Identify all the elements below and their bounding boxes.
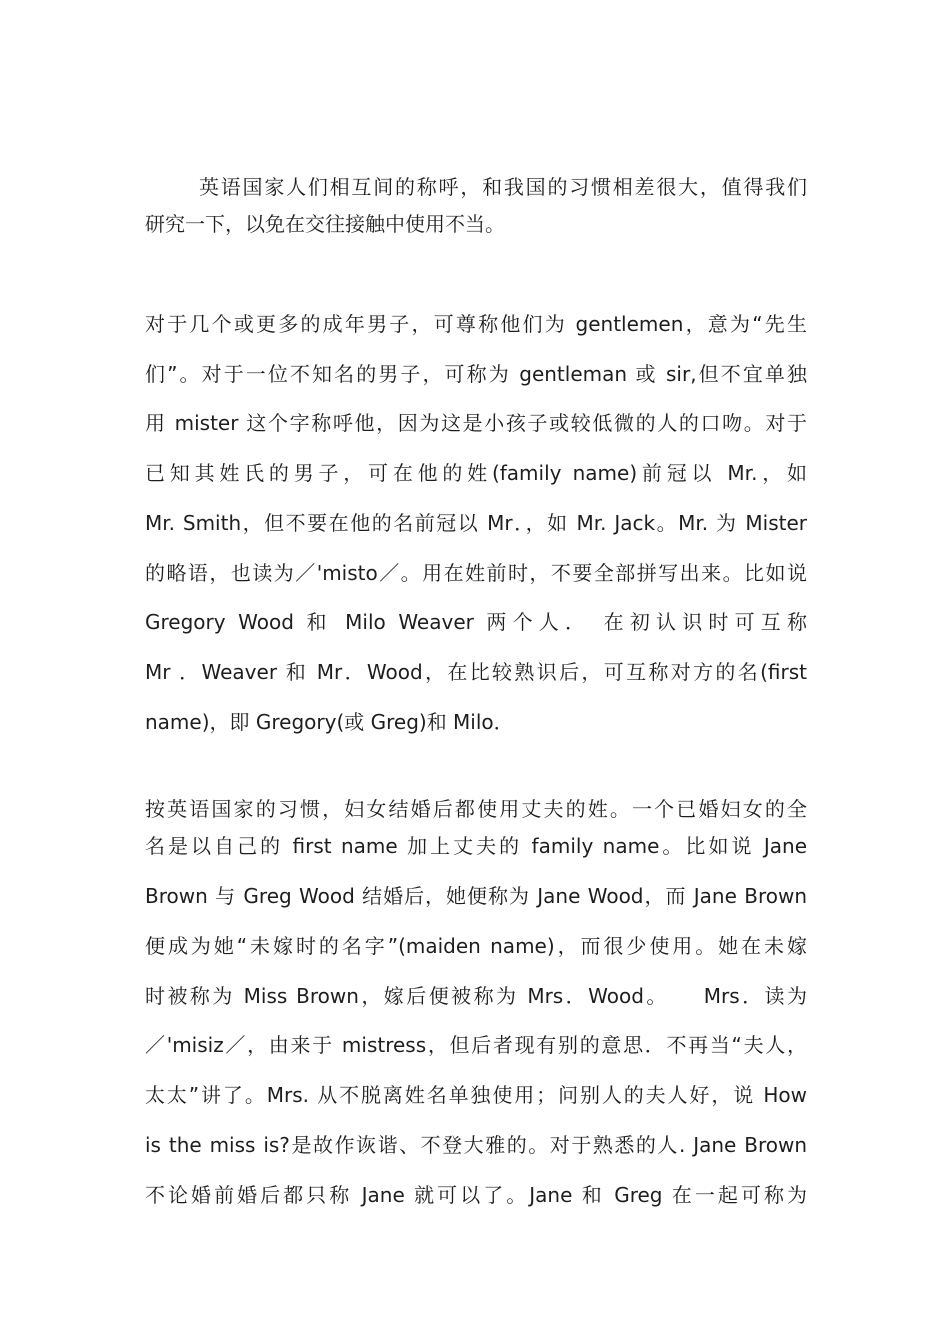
paragraph-1-line-1: 英语国家人们相互间的称呼，和我国的习惯相差很大，值得我们 <box>199 175 807 199</box>
paragraph-2-line-8: Mr ．Weaver 和 Mr．Wood，在比较熟识后，可互称对方的名(first <box>145 660 807 684</box>
paragraph-2-line-6: 的略语，也读为／'misto／。用在姓前时，不要全部拼写出来。比如说 <box>145 561 807 585</box>
paragraph-3-line-4: 便成为她“未嫁时的名字”(maiden name)，而很少使用。她在未嫁 <box>145 934 807 958</box>
paragraph-3-line-7: 太太”讲了。Mrs. 从不脱离姓名单独使用；问别人的夫人好，说 How <box>145 1083 807 1107</box>
paragraph-3-line-3: Brown 与 Greg Wood 结婚后，她便称为 Jane Wood，而 Jane Brown <box>145 884 807 908</box>
paragraph-3-line-5: 时被称为 Miss Brown，嫁后便被称为 Mrs．Wood。 Mrs．读为 <box>145 984 807 1008</box>
paragraph-2-line-1: 对于几个或更多的成年男子，可尊称他们为 gentlemen，意为“先生 <box>145 312 807 336</box>
paragraph-3-line-2: 名是以自己的 first name 加上丈夫的 family name。比如说 Jane <box>145 834 807 858</box>
paragraph-2-line-7: Gregory Wood 和 Milo Weaver 两个人． 在初认识时可互称 <box>145 610 807 634</box>
paragraph-2-line-3: 用 mister 这个字称呼他，因为这是小孩子或较低微的人的口吻。对于 <box>145 411 807 435</box>
paragraph-3-line-6: ／'misiz／，由来于 mistress，但后者现有别的意思．不再当“夫人， <box>145 1033 807 1057</box>
paragraph-2-line-5: Mr. Smith，但不要在他的名前冠以 Mr．，如 Mr. Jack。Mr. 为 Mister <box>145 511 807 535</box>
paragraph-3-line-8: is the miss is?是故作诙谐、不登大雅的。对于熟悉的人. Jane Brown <box>145 1133 807 1157</box>
paragraph-3-line-9: 不论婚前婚后都只称 Jane 就可以了。Jane 和 Greg 在一起可称为 <box>145 1183 807 1207</box>
paragraph-2-line-4: 已知其姓氏的男子，可在他的姓(family name)前冠以 Mr.，如 <box>145 461 807 485</box>
paragraph-2-line-2: 们”。对于一位不知名的男子，可称为 gentleman 或 sir,但不宜单独 <box>145 362 807 386</box>
paragraph-2-line-9: name)，即 Gregory(或 Greg)和 Milo． <box>145 710 514 734</box>
paragraph-3-line-1: 按英语国家的习惯，妇女结婚后都使用丈夫的姓。一个已婚妇女的全 <box>145 797 807 821</box>
paragraph-1-line-2: 研究一下，以免在交往接触中使用不当。 <box>145 212 505 236</box>
